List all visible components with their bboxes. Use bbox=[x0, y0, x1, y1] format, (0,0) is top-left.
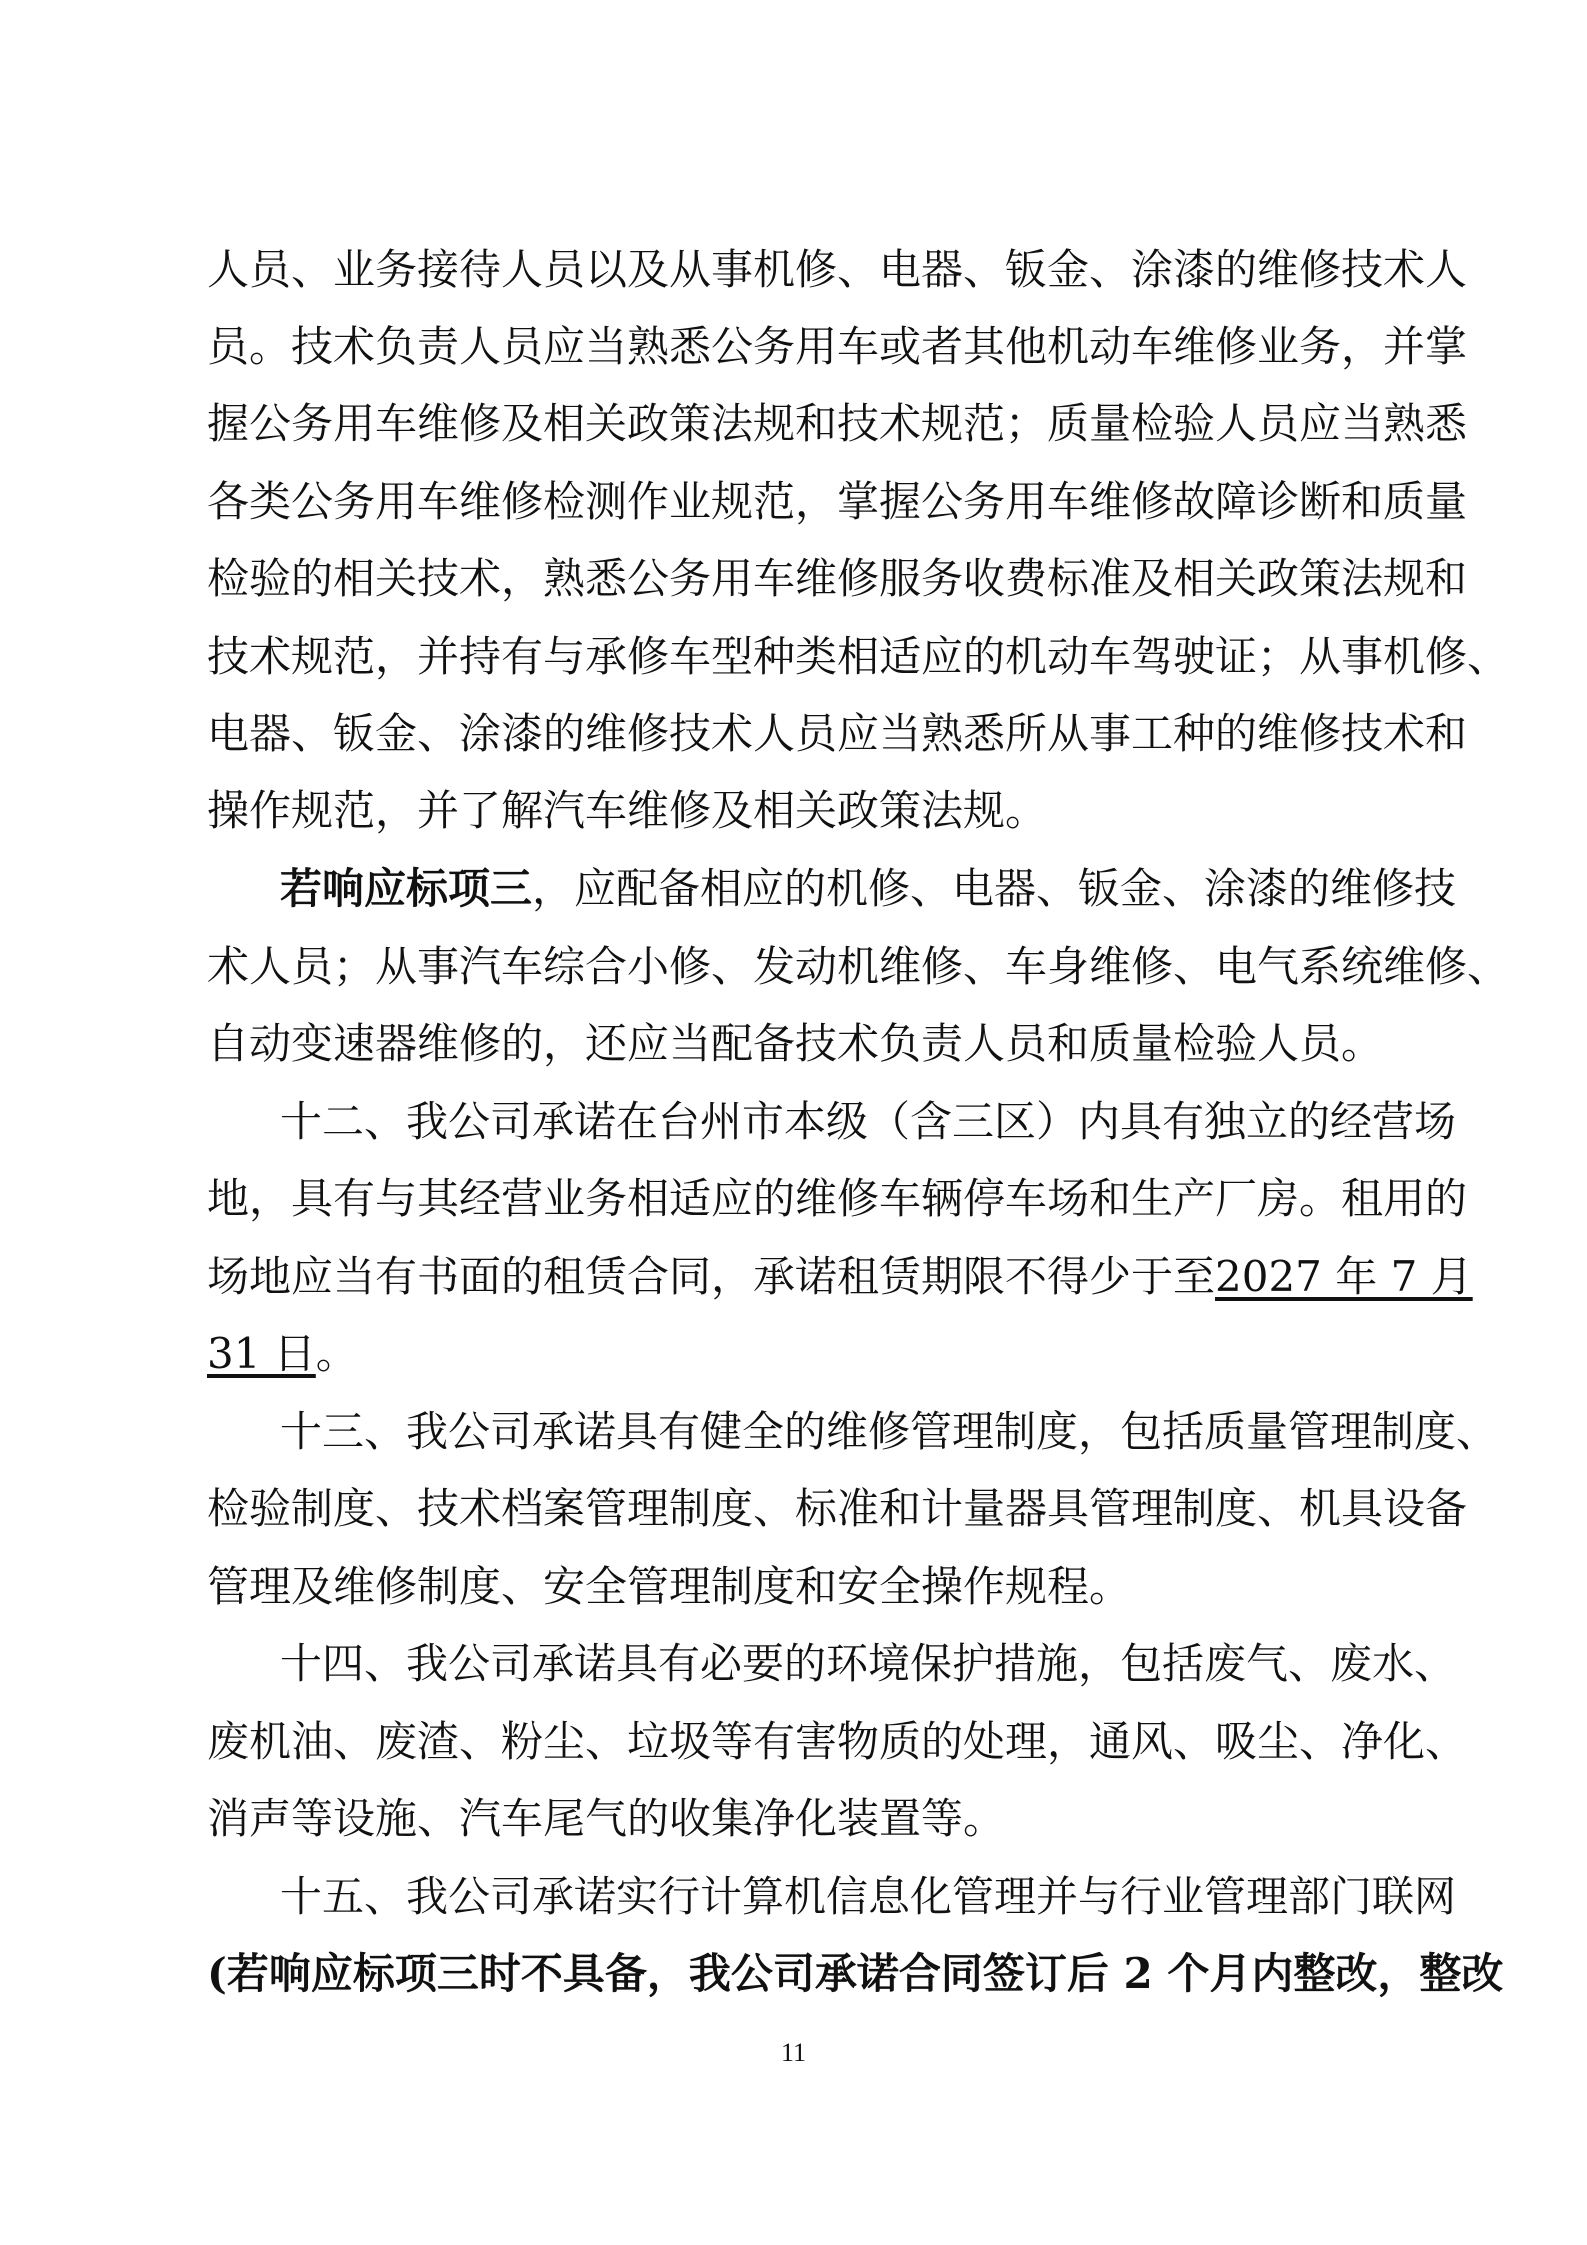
underlined-date: 31 日 bbox=[207, 1329, 316, 1378]
text-line: 各类公务用车维修检测作业规范，掌握公务用车维修故障诊断和质量 bbox=[207, 477, 1468, 526]
text-line: 检验制度、技术档案管理制度、标准和计量器具管理制度、机具设备 bbox=[207, 1484, 1468, 1533]
text-line: 电器、钣金、涂漆的维修技术人员应当熟悉所从事工种的维修技术和 bbox=[207, 709, 1468, 758]
text-line: 十二、我公司承诺在台州市本级（含三区）内具有独立的经营场 bbox=[280, 1097, 1457, 1146]
text-line: 场地应当有书面的租赁合同，承诺租赁期限不得少于至2027 年 7 月 bbox=[207, 1252, 1473, 1301]
text-line: 消声等设施、汽车尾气的收集净化装置等。 bbox=[207, 1794, 1006, 1843]
text-line: 技术规范，并持有与承修车型种类相适应的机动车驾驶证；从事机修、 bbox=[207, 632, 1510, 681]
text-line: 31 日。 bbox=[207, 1329, 358, 1378]
text-line: 自动变速器维修的，还应当配备技术负责人员和质量检验人员。 bbox=[207, 1019, 1384, 1068]
bold-lead: 若响应标项三 bbox=[280, 864, 533, 913]
text-line: 十五、我公司承诺实行计算机信息化管理并与行业管理部门联网 bbox=[280, 1872, 1457, 1921]
text-line: 人员、业务接待人员以及从事机修、电器、钣金、涂漆的维修技术人 bbox=[207, 245, 1468, 294]
text-line: (若响应标项三时不具备，我公司承诺合同签订后 2 个月内整改，整改 bbox=[207, 1949, 1504, 1998]
text-line: 若响应标项三，应配备相应的机修、电器、钣金、涂漆的维修技 bbox=[280, 864, 1457, 913]
underlined-date: 2027 年 7 月 bbox=[1215, 1252, 1473, 1301]
text-line: 十三、我公司承诺具有健全的维修管理制度，包括质量管理制度、 bbox=[280, 1407, 1499, 1456]
text-line: 地，具有与其经营业务相适应的维修车辆停车场和生产厂房。租用的 bbox=[207, 1174, 1468, 1223]
text-line: 术人员；从事汽车综合小修、发动机维修、车身维修、电气系统维修、 bbox=[207, 942, 1510, 991]
text-line: 管理及维修制度、安全管理制度和安全操作规程。 bbox=[207, 1562, 1132, 1611]
page-number: 11 bbox=[780, 2038, 807, 2067]
text-line: 操作规范，并了解汽车维修及相关政策法规。 bbox=[207, 786, 1048, 835]
text-line: 废机油、废渣、粉尘、垃圾等有害物质的处理，通风、吸尘、净化、 bbox=[207, 1717, 1468, 1766]
text-line: 检验的相关技术，熟悉公务用车维修服务收费标准及相关政策法规和 bbox=[207, 554, 1468, 603]
text-line: 员。技术负责人员应当熟悉公务用车或者其他机动车维修业务，并掌 bbox=[207, 322, 1468, 371]
text-line: 握公务用车维修及相关政策法规和技术规范；质量检验人员应当熟悉 bbox=[207, 399, 1468, 448]
text-line: 十四、我公司承诺具有必要的环境保护措施，包括废气、废水、 bbox=[280, 1639, 1457, 1688]
